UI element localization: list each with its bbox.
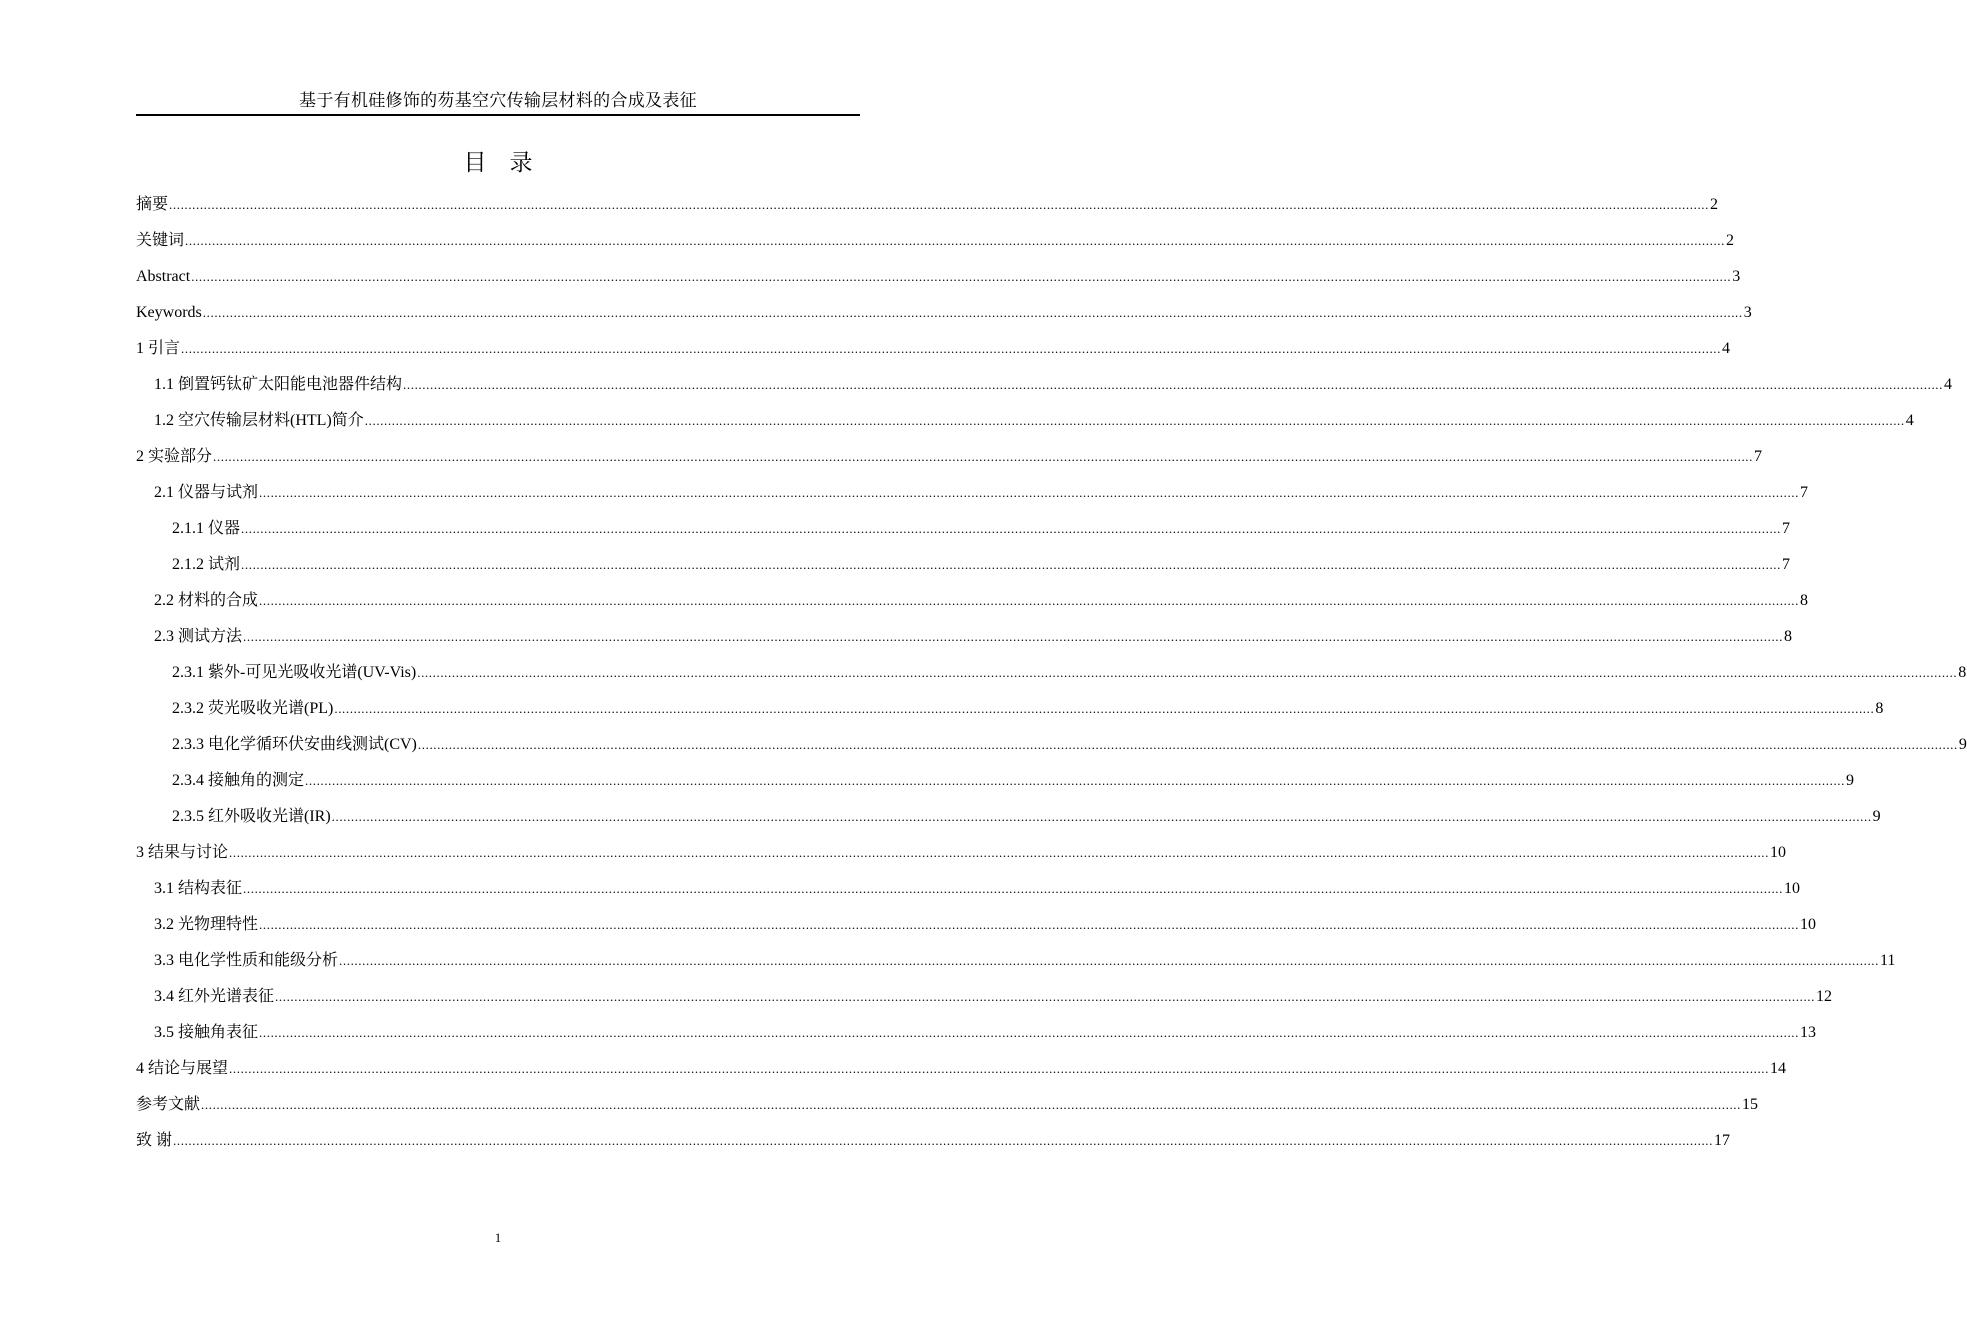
toc-entry-page: 4 [1722, 340, 1731, 357]
toc-dot-leader: ................................................................................................................................................................................................................................................................................................................................................................................................................ [275, 989, 1816, 1004]
toc-entry[interactable] [136, 622, 1793, 658]
toc-entry[interactable] [136, 1054, 1787, 1090]
toc-dot-leader: ................................................................................................................................................................................................................................................................................................................................................................................................................ [259, 593, 1800, 608]
toc-dot-leader: ................................................................................................................................................................................................................................................................................................................................................................................................................ [243, 629, 1784, 644]
toc-dot-leader: ................................................................................................................................................................................................................................................................................................................................................................................................................ [229, 1061, 1770, 1076]
toc-entry-label: 2 实验部分 [136, 448, 213, 465]
toc-entry-label: 2.3.1 紫外-可见光吸收光谱(UV-Vis) [172, 664, 417, 681]
toc-entry-label: 3.4 红外光谱表征 [154, 988, 275, 1005]
toc-dot-leader: ................................................................................................................................................................................................................................................................................................................................................................................................................ [403, 377, 1944, 392]
toc-entry-label: 1.1 倒置钙钛矿太阳能电池器件结构 [154, 376, 403, 393]
toc-title: 目 录 [463, 150, 533, 175]
toc-entry-label: 2.3 测试方法 [154, 628, 243, 645]
toc-dot-leader: ................................................................................................................................................................................................................................................................................................................................................................................................................ [191, 269, 1732, 284]
toc-entry-page: 8 [1784, 628, 1793, 645]
toc-entry-page: 11 [1880, 952, 1896, 969]
toc-dot-leader: ................................................................................................................................................................................................................................................................................................................................................................................................................ [201, 1097, 1742, 1112]
toc-entry[interactable] [136, 550, 1791, 586]
toc-entry-page: 3 [1743, 304, 1752, 321]
toc-entry[interactable] [136, 802, 1881, 838]
toc-entry-page: 2 [1710, 196, 1719, 213]
toc-entry-label: 2.1.2 试剂 [172, 556, 241, 573]
toc-dot-leader: ................................................................................................................................................................................................................................................................................................................................................................................................................ [259, 485, 1800, 500]
toc-dot-leader: ................................................................................................................................................................................................................................................................................................................................................................................................................ [243, 881, 1784, 896]
toc-entry[interactable] [136, 1018, 1817, 1054]
toc-entry-page: 9 [1958, 736, 1967, 753]
toc-entry[interactable] [136, 442, 1763, 478]
toc-entry-label: 致 谢 [136, 1132, 173, 1149]
toc-entry-page: 7 [1782, 520, 1791, 537]
toc-entry[interactable] [136, 1090, 1759, 1126]
toc-entry[interactable] [136, 946, 1896, 982]
toc-dot-leader: ................................................................................................................................................................................................................................................................................................................................................................................................................ [259, 917, 1800, 932]
toc-entry[interactable] [136, 838, 1787, 874]
toc-entry-page: 8 [1875, 700, 1884, 717]
toc-entry-page: 3 [1732, 268, 1741, 285]
toc-entry-label: 3 结果与讨论 [136, 844, 229, 861]
toc-entry[interactable] [136, 910, 1817, 946]
toc-entry[interactable] [136, 658, 1967, 694]
toc-dot-leader: ................................................................................................................................................................................................................................................................................................................................................................................................................ [259, 1025, 1800, 1040]
header-divider [136, 114, 860, 116]
toc-entry-page: 12 [1816, 988, 1833, 1005]
toc-entry-label: 2.3.4 接触角的测定 [172, 772, 305, 789]
toc-dot-leader: ................................................................................................................................................................................................................................................................................................................................................................................................................ [417, 665, 1958, 680]
toc-entry-label: 参考文献 [136, 1096, 201, 1113]
toc-entry-label: 3.1 结构表征 [154, 880, 243, 897]
toc-dot-leader: ................................................................................................................................................................................................................................................................................................................................................................................................................ [331, 809, 1872, 824]
toc-entry-page: 7 [1800, 484, 1809, 501]
toc-entry-page: 17 [1714, 1132, 1731, 1149]
toc-entry-label: 1.2 空穴传输层材料(HTL)简介 [154, 412, 364, 429]
toc-dot-leader: ................................................................................................................................................................................................................................................................................................................................................................................................................ [229, 845, 1770, 860]
toc-entry-label: 摘要 [136, 196, 169, 213]
toc-entry-page: 9 [1872, 808, 1881, 825]
toc-entry-page: 4 [1944, 376, 1953, 393]
toc-entry-page: 4 [1905, 412, 1914, 429]
toc-entry-label: 3.2 光物理特性 [154, 916, 259, 933]
toc-dot-leader: ................................................................................................................................................................................................................................................................................................................................................................................................................ [417, 737, 1958, 752]
toc-entry-page: 15 [1742, 1096, 1759, 1113]
toc-entry-page: 7 [1754, 448, 1763, 465]
toc-dot-leader: ................................................................................................................................................................................................................................................................................................................................................................................................................ [339, 953, 1880, 968]
toc-dot-leader: ................................................................................................................................................................................................................................................................................................................................................................................................................ [241, 557, 1782, 572]
toc-entry[interactable] [136, 982, 1833, 1018]
toc-dot-leader: ................................................................................................................................................................................................................................................................................................................................................................................................................ [364, 413, 1905, 428]
toc-entry-label: 2.3.5 红外吸收光谱(IR) [172, 808, 331, 825]
toc-entry-page: 13 [1800, 1024, 1817, 1041]
toc-entry-label: Abstract [136, 268, 191, 285]
toc-entry-label: 2.3.2 荧光吸收光谱(PL) [172, 700, 334, 717]
toc-entry[interactable] [136, 478, 1809, 514]
toc-entry-page: 10 [1770, 844, 1787, 861]
toc-entry-page: 8 [1958, 664, 1967, 681]
toc-entry-label: 2.1.1 仪器 [172, 520, 241, 537]
toc-entry[interactable] [136, 1126, 1731, 1162]
running-header: 基于有机硅修饰的芴基空穴传输层材料的合成及表征 [299, 91, 697, 110]
toc-entry[interactable] [136, 730, 1967, 766]
toc-dot-leader: ................................................................................................................................................................................................................................................................................................................................................................................................................ [241, 521, 1782, 536]
toc-dot-leader: ................................................................................................................................................................................................................................................................................................................................................................................................................ [213, 449, 1754, 464]
toc-entry[interactable] [136, 514, 1791, 550]
toc-entry[interactable] [136, 766, 1855, 802]
toc-entry-page: 8 [1800, 592, 1809, 609]
toc-entry[interactable] [136, 406, 1914, 442]
toc-dot-leader: ................................................................................................................................................................................................................................................................................................................................................................................................................ [169, 197, 1710, 212]
toc-dot-leader: ................................................................................................................................................................................................................................................................................................................................................................................................................ [181, 341, 1722, 356]
table-of-contents [136, 190, 1967, 1162]
toc-entry-page: 10 [1784, 880, 1801, 897]
toc-entry[interactable] [136, 370, 1953, 406]
toc-entry-page: 14 [1770, 1060, 1787, 1077]
toc-dot-leader: ................................................................................................................................................................................................................................................................................................................................................................................................................ [185, 233, 1726, 248]
page-number: 1 [494, 1230, 502, 1245]
toc-entry[interactable] [136, 190, 1719, 226]
toc-entry-label: 3.5 接触角表征 [154, 1024, 259, 1041]
toc-entry[interactable] [136, 298, 1752, 334]
toc-entry[interactable] [136, 874, 1801, 910]
toc-entry-label: 2.3.3 电化学循环伏安曲线测试(CV) [172, 736, 417, 753]
toc-entry[interactable] [136, 226, 1735, 262]
toc-entry-page: 2 [1726, 232, 1735, 249]
toc-dot-leader: ................................................................................................................................................................................................................................................................................................................................................................................................................ [173, 1133, 1714, 1148]
toc-dot-leader: ................................................................................................................................................................................................................................................................................................................................................................................................................ [334, 701, 1875, 716]
toc-entry-label: 2.2 材料的合成 [154, 592, 259, 609]
toc-entry-label: 关键词 [136, 232, 185, 249]
toc-dot-leader: ................................................................................................................................................................................................................................................................................................................................................................................................................ [305, 773, 1846, 788]
toc-entry-label: 1 引言 [136, 340, 181, 357]
toc-entry-page: 9 [1846, 772, 1855, 789]
toc-entry-label: 4 结论与展望 [136, 1060, 229, 1077]
toc-entry-page: 10 [1800, 916, 1817, 933]
toc-entry-page: 7 [1782, 556, 1791, 573]
toc-entry[interactable] [136, 694, 1884, 730]
toc-entry-label: Keywords [136, 304, 202, 321]
toc-entry-label: 2.1 仪器与试剂 [154, 484, 259, 501]
toc-entry[interactable] [136, 334, 1731, 370]
toc-entry-label: 3.3 电化学性质和能级分析 [154, 952, 339, 969]
toc-dot-leader: ................................................................................................................................................................................................................................................................................................................................................................................................................ [202, 305, 1743, 320]
toc-entry[interactable] [136, 262, 1741, 298]
toc-entry[interactable] [136, 586, 1809, 622]
